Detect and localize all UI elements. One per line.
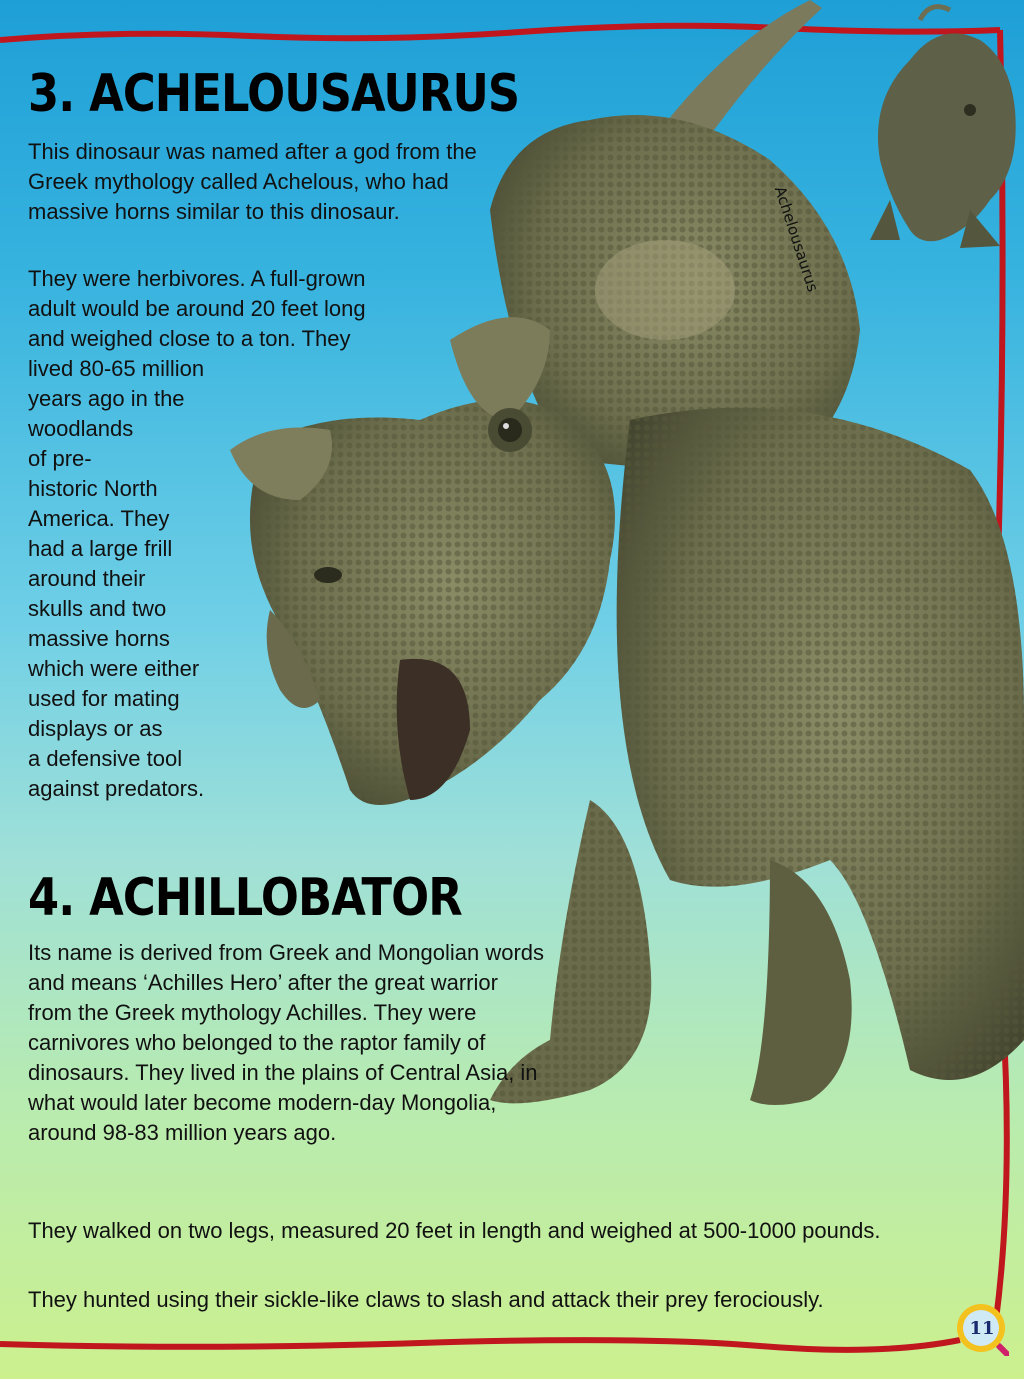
body-line: lived 80-65 million [28, 356, 205, 381]
body-line: skulls and two [28, 596, 167, 621]
achelousaurus-intro: This dinosaur was named after a god from the Greek mythology called Achelous, who had massive horns similar to this dinosaur. [28, 139, 477, 224]
body-line: had a large frill [28, 536, 173, 561]
section-title-achillobator: 4. ACHILLOBATOR [28, 868, 462, 928]
body-line: used for mating [28, 686, 180, 711]
achelousaurus-thumbnail [850, 0, 1024, 250]
section-title-achelousaurus: 3. ACHELOUSAURUS [28, 64, 520, 124]
body-line: woodlands [28, 416, 134, 441]
body-line: around their [28, 566, 146, 591]
body-line: which were either [28, 656, 200, 681]
body-line: and weighed close to a ton. They [28, 326, 351, 351]
body-line: against predators. [28, 776, 205, 801]
body-line: They were herbivores. A full-grown [28, 266, 366, 291]
body-line: America. They [28, 506, 170, 531]
achillobator-paragraph-1: Its name is derived from Greek and Mongolian words and means ‘Achilles Hero’ after the great warrior from the Greek mythology Achilles. They were carnivores who belonged to the raptor family of dinosaurs. They lived in the plains of Central Asia, in what would later become modern-day Mongolia, around 98-83 million years ago. [28, 940, 545, 1145]
achelousaurus-body [28, 264, 468, 804]
body-line: adult would be around 20 feet long [28, 296, 366, 321]
achillobator-paragraph-3: They hunted using their sickle-like claws to slash and attack their prey ferociously. [28, 1287, 824, 1312]
body-line: of pre- [28, 446, 92, 471]
body-line: historic North [28, 476, 158, 501]
body-line: a defensive tool [28, 746, 183, 771]
achillobator-paragraph-2: They walked on two legs, measured 20 feet in length and weighed at 500-1000 pounds. [28, 1218, 881, 1243]
body-line: years ago in the [28, 386, 185, 411]
body-line: massive horns [28, 626, 170, 651]
body-line: displays or as [28, 716, 163, 741]
image-caption: Achelousaurus [770, 184, 822, 295]
page-number: 11 [969, 1318, 995, 1339]
